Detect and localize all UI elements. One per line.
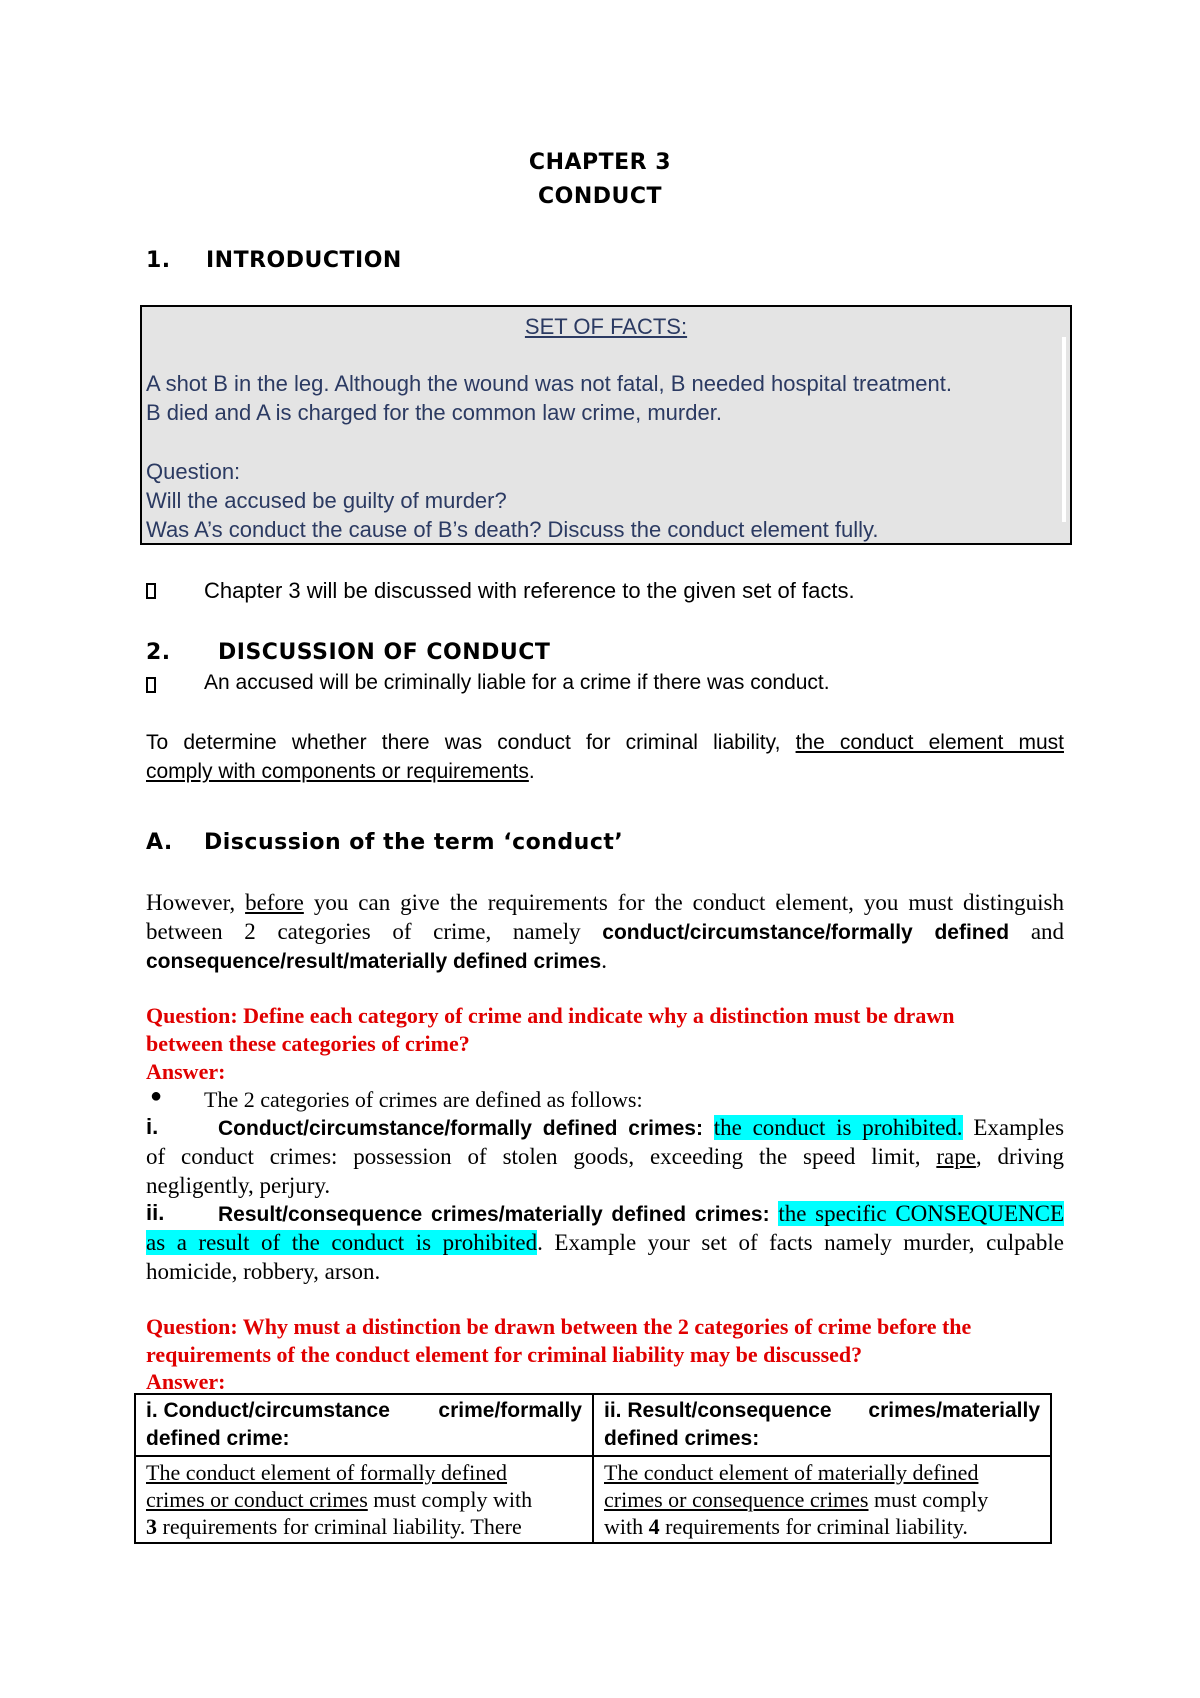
- facts-question-1: Will the accused be guilty of murder?: [146, 488, 507, 513]
- item-i-line-2: [146, 1142, 1064, 1171]
- answer-label-2: Answer:: [146, 1369, 226, 1394]
- text: .: [601, 948, 607, 973]
- text-bold: Conduct/circumstance/formally defined crimes:: [218, 1117, 703, 1140]
- text: between 2 categories of crime, namely: [146, 919, 581, 944]
- chapter-number: CHAPTER 3: [528, 150, 672, 175]
- bullet-dot-icon: ●: [150, 1085, 163, 1107]
- para-text: To determine whether there was conduct for criminal liability,: [146, 731, 781, 754]
- cell-text: crimes or consequence crimes: [604, 1487, 869, 1512]
- text: , driving: [975, 1144, 1064, 1169]
- section-1-number: 1.: [146, 248, 171, 273]
- para-underlined: comply with components or requirements: [146, 760, 529, 783]
- num: i.: [146, 1114, 159, 1139]
- box-divider: [1062, 337, 1066, 522]
- table-row: [135, 1456, 1051, 1543]
- cell-text: must comply with: [367, 1487, 533, 1512]
- text-highlight: as a result of the conduct is prohibited: [146, 1230, 538, 1255]
- cell-text: with: [604, 1514, 649, 1539]
- section-a-line-1: [146, 888, 1064, 917]
- header-text: defined crimes:: [604, 1427, 760, 1450]
- facts-title: SET OF FACTS:: [524, 314, 688, 339]
- section-2-bullet: An accused will be criminally liable for a crime if there was conduct.: [204, 671, 830, 694]
- bullet-box-icon: [146, 676, 156, 694]
- text: of conduct crimes: possession of stolen goods, exceeding the speed limit,: [146, 1144, 921, 1169]
- section-2-paragraph-line-2: [146, 760, 535, 784]
- answer-label-1: Answer:: [146, 1059, 226, 1084]
- answer-bullet: The 2 categories of crimes are defined as follows:: [204, 1087, 643, 1112]
- facts-line-2: B died and A is charged for the common law crime, murder.: [146, 400, 722, 425]
- cell-text: crimes or conduct crimes: [146, 1487, 368, 1512]
- question-1-line-1: Question: Define each category of crime and indicate why a distinction must be drawn: [146, 1003, 955, 1028]
- header-text: defined crime:: [146, 1427, 290, 1450]
- facts-line-1: A shot B in the leg. Although the wound was not fatal, B needed hospital treatment.: [146, 371, 952, 396]
- header-text: crimes/materially: [868, 1399, 1040, 1422]
- table-cell-1: [135, 1456, 593, 1543]
- question-2-line-1: Question: Why must a distinction be drawn between the 2 categories of crime before the: [146, 1314, 972, 1339]
- text: However,: [146, 890, 236, 915]
- facts-question-label: Question:: [146, 459, 241, 484]
- facts-question-2: Was A’s conduct the cause of B’s death? Discuss the conduct element fully.: [146, 517, 879, 542]
- text-bold: consequence/result/materially defined crimes: [146, 950, 602, 973]
- num: ii.: [146, 1200, 165, 1225]
- section-a-line-3: [146, 946, 607, 976]
- question-1-line-2: between these categories of crime?: [146, 1031, 470, 1056]
- item-i-line-3: negligently, perjury.: [146, 1173, 331, 1198]
- cell-text: must comply: [868, 1487, 989, 1512]
- text-underlined: before: [245, 890, 304, 915]
- table-header-cell-1: [135, 1394, 593, 1456]
- item-i-line-1: [218, 1113, 1064, 1143]
- cell-number: 3: [146, 1514, 157, 1539]
- section-a-letter: A.: [146, 830, 173, 855]
- text-highlight: the specific CONSEQUENCE: [778, 1201, 1065, 1226]
- header-text: i. Conduct/circumstance: [146, 1399, 390, 1422]
- para-underlined: the conduct element must: [795, 731, 1064, 754]
- section-a-line-2: [146, 917, 1064, 947]
- cell-text: The conduct element of formally defined: [146, 1460, 508, 1485]
- section-a-heading: Discussion of the term ‘conduct’: [204, 830, 624, 855]
- bullet-box-icon: [146, 582, 156, 600]
- section-1-heading: INTRODUCTION: [206, 248, 402, 273]
- section-2-paragraph-line-1: [146, 731, 1064, 755]
- header-text: crime/formally: [438, 1399, 582, 1422]
- item-ii-line-2: [146, 1228, 1064, 1257]
- chapter-title: CONDUCT: [537, 184, 663, 209]
- note-text: Chapter 3 will be discussed with reference to the given set of facts.: [204, 578, 855, 603]
- text: you can give the requirements for the conduct element, you must distinguish: [313, 890, 1065, 915]
- text: . Example your set of facts namely murder, culpable: [537, 1230, 1064, 1255]
- text-bold: conduct/circumstance/formally defined: [602, 921, 1010, 944]
- cell-text: The conduct element of materially defined: [604, 1460, 979, 1485]
- item-ii-number: [146, 1200, 164, 1226]
- cell-text: requirements for criminal liability. There: [157, 1514, 522, 1539]
- text-underlined: rape: [936, 1144, 976, 1169]
- text-bold: Result/consequence crimes/materially defined crimes:: [218, 1203, 770, 1226]
- table-cell-2: [593, 1456, 1051, 1543]
- comparison-table: [134, 1393, 1052, 1544]
- cell-number: 4: [648, 1514, 660, 1539]
- table-header-cell-2: [593, 1394, 1051, 1456]
- section-2-number: 2.: [146, 640, 171, 665]
- text-highlight: the conduct is prohibited.: [713, 1115, 963, 1140]
- text: and: [1030, 919, 1065, 944]
- question-2-line-2: requirements of the conduct element for criminal liability may be discussed?: [146, 1342, 863, 1367]
- item-ii-line-3: homicide, robbery, arson.: [146, 1259, 381, 1284]
- section-2-heading: DISCUSSION OF CONDUCT: [218, 640, 551, 665]
- text: Examples: [973, 1115, 1065, 1140]
- cell-text: requirements for criminal liability.: [659, 1514, 968, 1539]
- para-period: .: [528, 760, 535, 783]
- item-ii-line-1: [218, 1199, 1064, 1229]
- item-i-number: [146, 1114, 158, 1140]
- table-header-row: [135, 1394, 1051, 1456]
- header-text: ii. Result/consequence: [604, 1399, 832, 1422]
